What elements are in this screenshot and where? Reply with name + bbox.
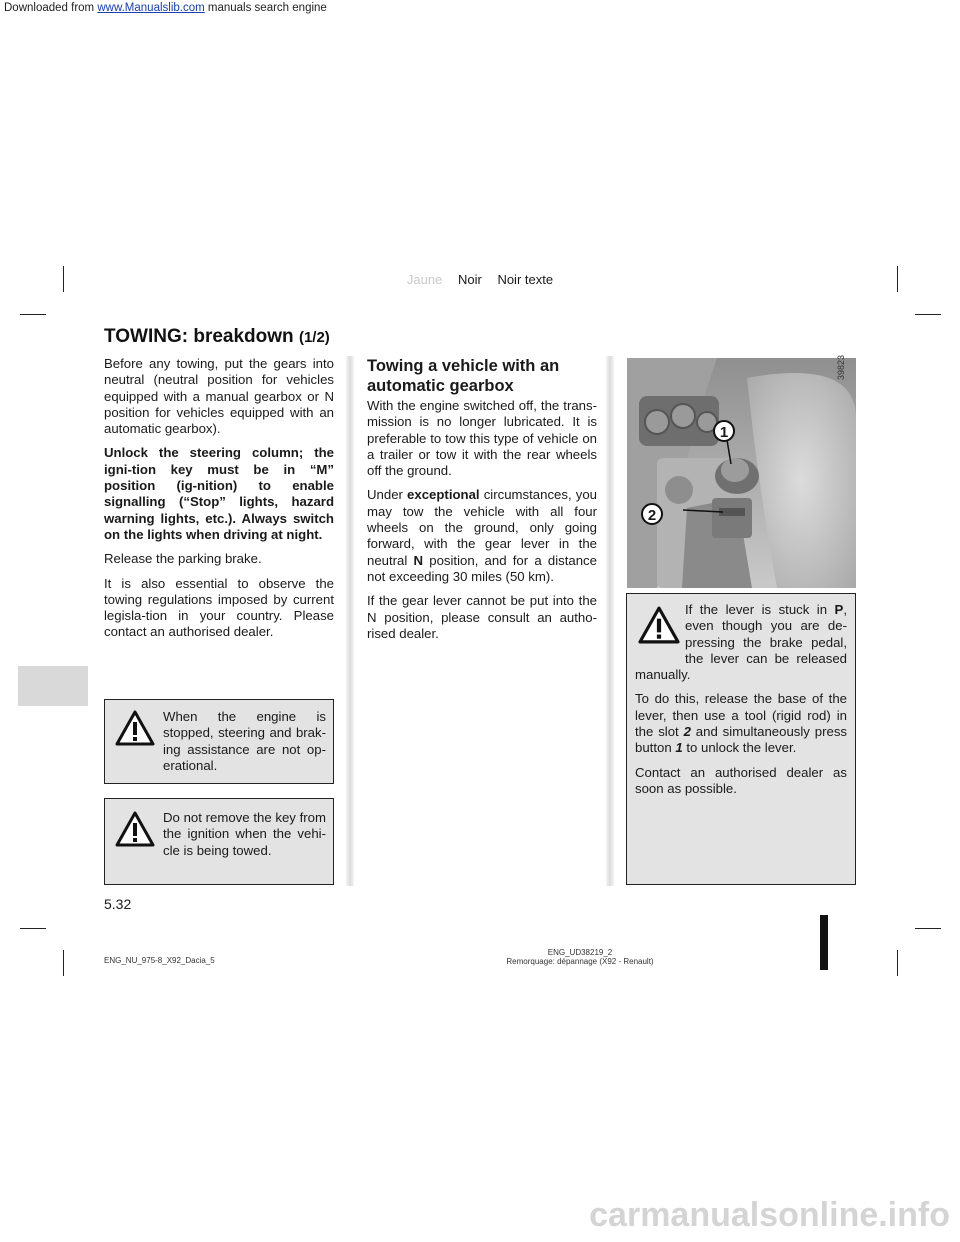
page-title [104, 326, 330, 348]
footer-right-line-1: ENG_UD38219_2 [547, 948, 613, 957]
download-suffix: manuals search engine [204, 2, 327, 14]
page-title-text: TOWING: breakdown [104, 326, 294, 347]
warning-box-lever-stuck [626, 593, 856, 885]
crop-mark [20, 928, 46, 929]
lever-p2-btn: 1 [675, 740, 683, 756]
lever-p2-pre: To do this, release the base of the lever, then use a tool (rigid rod) in the slot [635, 691, 847, 740]
p2-post: circumstances, you may tow the vehicle with all four wheels on the ground, only going forward, with the gear lever in the neutral [367, 487, 597, 568]
left-column [104, 356, 334, 649]
margin-bar [820, 915, 828, 970]
middle-paragraph-1: With the engine switched off, the trans-mission is no longer lubricated. It is preferable to tow this type of vehicle on a trailer or tow it with the rear wheels off the ground. [367, 398, 597, 479]
manualslib-link[interactable]: www.Manualslib.com [97, 2, 205, 14]
p2-end: position, and for a distance not exceeding 30 miles (50 km). [367, 552, 597, 584]
crop-mark [897, 950, 898, 976]
gear-lever-photo [627, 358, 856, 588]
warning-box-key [104, 798, 334, 885]
callout-1-label: 1 [719, 424, 729, 441]
lever-p2-mid: and simultaneously press button [635, 724, 848, 756]
download-banner [4, 2, 327, 14]
left-paragraph-1: Before any towing, put the gears into neutral (neutral position for vehicles equipped with a manual gearbox or N position for vehicles equipped with an automatic gearbox). [104, 356, 334, 437]
p2-n: N [413, 552, 424, 568]
footer-right-line-2: Remorquage: dépannage (X92 - Renault) [506, 957, 654, 966]
warning-box-engine-stopped [104, 699, 334, 784]
p2-bold: exceptional [407, 487, 480, 503]
callout-1 [713, 420, 735, 442]
warning-text-key: Do not remove the key from the ignition when the vehi-cle is being towed. [163, 810, 326, 858]
lever-p1-post: , even though you are de-pressing the brake pedal, the lever can be released manually. [635, 602, 847, 683]
column-separator [346, 356, 354, 886]
middle-paragraph-2 [367, 487, 597, 585]
middle-column [367, 398, 597, 650]
warning-text-engine-stopped: When the engine is stopped, steering and brak-ing assistance are not op-erational. [163, 709, 326, 773]
image-reference: 39823 [836, 354, 846, 380]
left-paragraph-2: Unlock the steering column; the igni-tion key must be in “M” position (ig-nition) to enable signalling (“Stop” lights, hazard warning lights, etc.). Always switch on the lights when driving at night. [104, 445, 334, 542]
page-title-part: (1/2) [298, 329, 330, 346]
middle-paragraph-3: If the gear lever cannot be put into the N position, please consult an autho-rised dealer. [367, 593, 597, 641]
color-mark-noir: Noir [457, 272, 482, 287]
crop-mark [915, 314, 941, 315]
warning-lever-paragraph-1 [635, 602, 847, 683]
callout-2 [641, 503, 663, 525]
crop-mark [915, 928, 941, 929]
crop-mark [63, 950, 64, 976]
warning-lever-text [635, 602, 847, 797]
lever-p2-slot: 2 [683, 724, 691, 740]
page-number: 5.32 [104, 896, 132, 912]
left-paragraph-4: It is also essential to observe the towing regulations imposed by current legisla-tion in your country. Please contact an authorised dealer. [104, 575, 334, 640]
chapter-tab [18, 666, 88, 706]
gear-lever-illustration [627, 358, 856, 588]
column-separator [606, 356, 614, 886]
color-mark-noir-texte: Noir texte [497, 272, 554, 287]
color-marks [0, 272, 960, 287]
warning-lever-paragraph-2 [635, 691, 847, 756]
crop-mark [20, 314, 46, 315]
warning-triangle-icon [115, 811, 155, 847]
footer-left: ENG_NU_975-8_X92_Dacia_5 [104, 956, 215, 965]
footer-right [480, 948, 680, 966]
warning-triangle-icon [115, 710, 155, 746]
callout-2-label: 2 [647, 507, 657, 524]
section-subtitle: Towing a vehicle with an automatic gearbox [367, 357, 560, 395]
p2-pre: Under [367, 487, 408, 503]
lever-p1-bold: P [834, 602, 844, 617]
lever-p2-end: to unlock the lever. [682, 740, 797, 756]
lever-p1-pre: If the lever is stuck in [685, 602, 835, 617]
download-prefix: Downloaded from [4, 2, 98, 14]
left-paragraph-3: Release the parking brake. [104, 551, 262, 567]
watermark: carmanualsonline.info [589, 1196, 950, 1234]
warning-lever-paragraph-3: Contact an authorised dealer as soon as possible. [635, 764, 847, 796]
color-mark-jaune: Jaune [406, 272, 443, 287]
